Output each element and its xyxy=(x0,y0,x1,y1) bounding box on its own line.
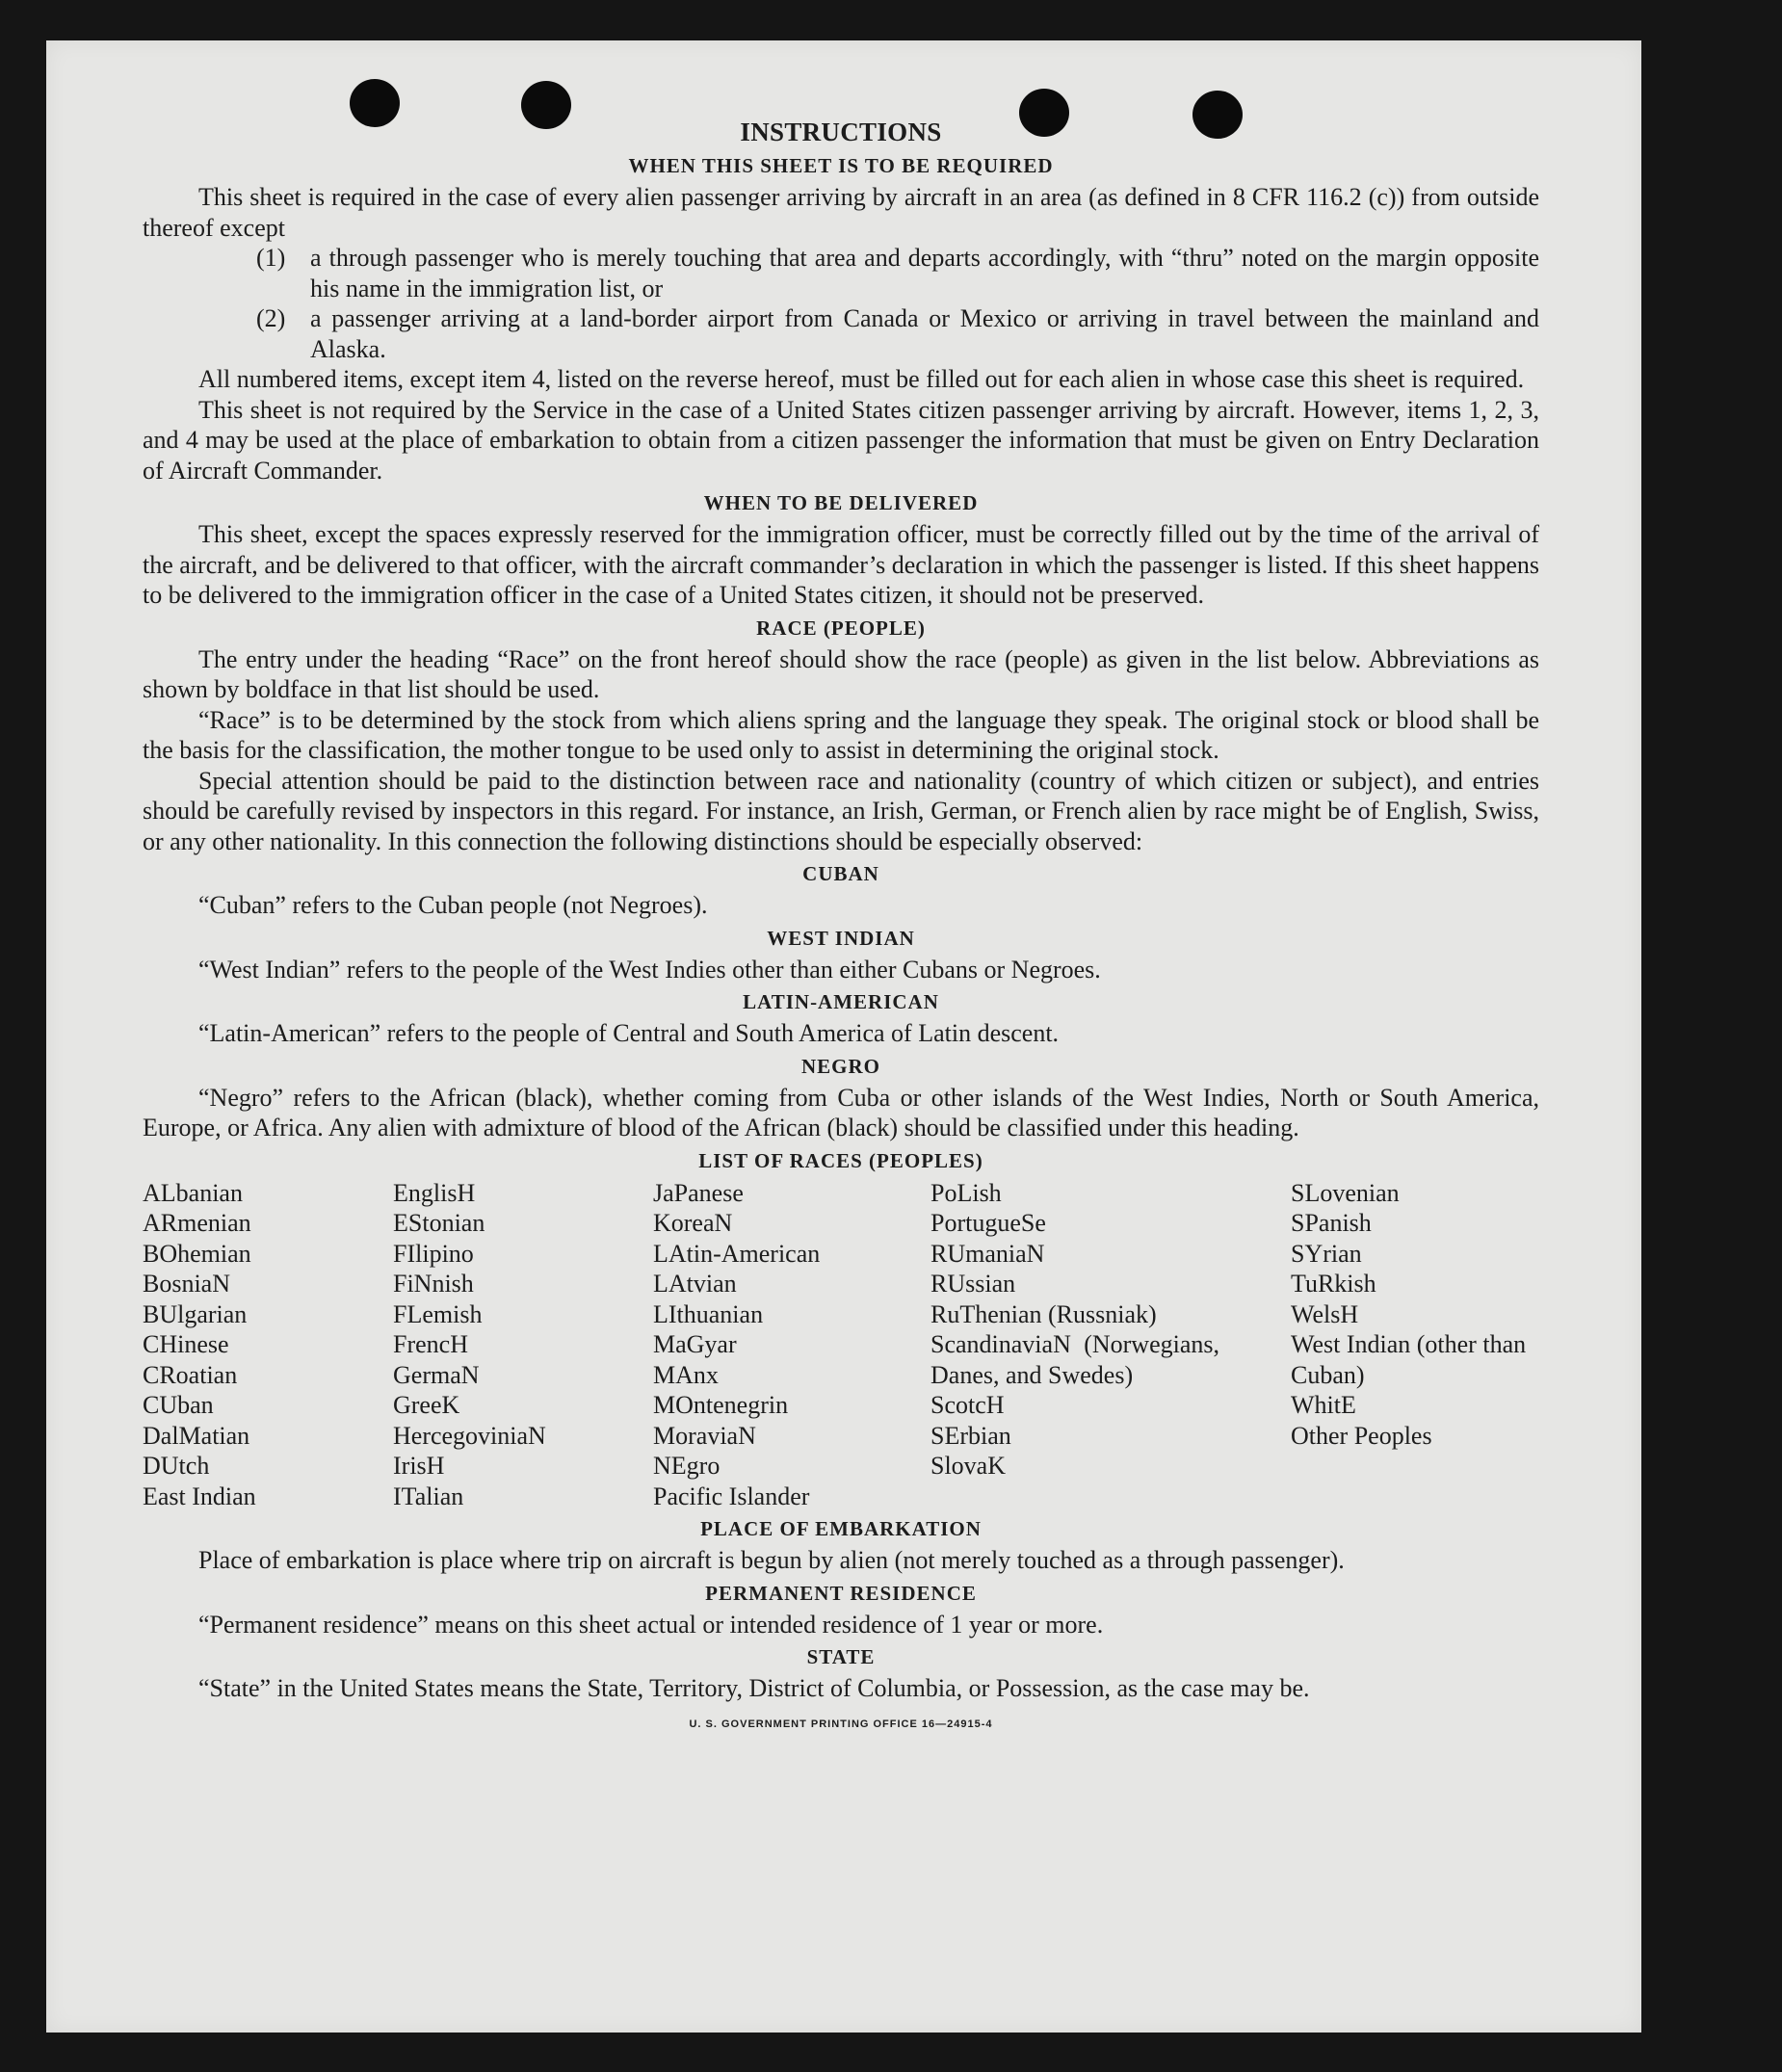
race-entry: GermaN xyxy=(393,1360,480,1389)
race-entry: RUmaniaN xyxy=(930,1239,1045,1268)
item-text: a passenger arriving at a land-border airport from Canada or Mexico or arriving in travel between the mainland and Alaska. xyxy=(310,304,1539,363)
race-entry: RuThenian (Russniak) xyxy=(930,1299,1157,1328)
race-entry: ScandinaviaN (Norwegians, Danes, and Swedes) xyxy=(930,1330,1219,1389)
paragraph-race-entry: The entry under the heading “Race” on the front hereof should show the race (people) as given in the list below. Abbreviations as shown by boldface in that list should be used. xyxy=(143,644,1539,703)
paragraph-race-definition: “Race” is to be determined by the stock from which aliens spring and the language they speak. The original stock or blood shall be the basis for the classification, the mother tongue to be used only to assist in determining the original stock. xyxy=(143,705,1539,764)
race-column xyxy=(930,1178,1291,1512)
list-item xyxy=(256,243,1539,303)
race-entry: Pacific Islander xyxy=(653,1482,810,1510)
race-entry: FLemish xyxy=(393,1299,483,1328)
race-entry: SErbian xyxy=(930,1421,1011,1450)
race-entry: ALbanian xyxy=(143,1178,243,1207)
heading-race: RACE (PEOPLE) xyxy=(756,616,926,640)
heading-cuban: CUBAN xyxy=(802,862,879,885)
race-entry: MaGyar xyxy=(653,1330,737,1358)
race-entry: WhitE xyxy=(1291,1391,1356,1419)
race-entry: ITalian xyxy=(393,1482,464,1510)
race-entry: BosniaN xyxy=(143,1270,230,1298)
paragraph-race-nationality: Special attention should be paid to the distinction between race and nationality (country of which citizen or subject), and entries should be carefully revised by inspectors in this regard. For instance, an Irish, German, or French alien by race might be of English, Swiss, or any other nationality. In this connection the following distinctions should be especially observed: xyxy=(143,766,1539,855)
race-entry: LIthuanian xyxy=(653,1299,764,1328)
heading-latin-american: LATIN-AMERICAN xyxy=(743,990,939,1013)
race-entry: LAtin-American xyxy=(653,1239,821,1268)
race-entry: EnglisH xyxy=(393,1178,476,1207)
race-entry: SYrian xyxy=(1291,1239,1362,1268)
race-entry: SPanish xyxy=(1291,1209,1372,1237)
list-item xyxy=(256,303,1539,364)
heading-permanent-residence: PERMANENT RESIDENCE xyxy=(705,1581,977,1605)
race-entry: CUban xyxy=(143,1391,214,1419)
race-entry: CRoatian xyxy=(143,1360,238,1389)
paragraph-embarkation: Place of embarkation is place where trip on aircraft is begun by alien (not merely touched as a through passenger). xyxy=(198,1546,1345,1574)
race-entry: Other Peoples xyxy=(1291,1421,1432,1450)
race-entry: EStonian xyxy=(393,1209,485,1237)
race-entry: SLovenian xyxy=(1291,1178,1400,1207)
race-entry: PortugueSe xyxy=(930,1209,1046,1237)
race-entry: WelsH xyxy=(1291,1299,1359,1328)
printing-office-footer: U. S. GOVERNMENT PRINTING OFFICE 16—24915-4 xyxy=(689,1718,993,1730)
race-entry: KoreaN xyxy=(653,1209,733,1237)
paragraph-latin-american: “Latin-American” refers to the people of Central and South America of Latin descent. xyxy=(198,1019,1060,1047)
race-entry: FrencH xyxy=(393,1330,468,1358)
paragraph-delivery: This sheet, except the spaces expressly reserved for the immigration officer, must be correctly filled out by the time of the arrival of the aircraft, and be delivered to that officer, with the aircraft commander’s declaration in which the passenger is listed. If this sheet happens to be delivered to the immigration officer in the case of a United States citizen, it should not be preserved. xyxy=(143,520,1539,609)
race-entry: DUtch xyxy=(143,1452,210,1480)
race-entry: BUlgarian xyxy=(143,1299,248,1328)
heading-when-required: WHEN THIS SHEET IS TO BE REQUIRED xyxy=(628,154,1054,177)
race-entry: NEgro xyxy=(653,1452,721,1480)
race-entry: ScotcH xyxy=(930,1391,1005,1419)
paragraph-numbered-items: All numbered items, except item 4, listed on the reverse hereof, must be filled out for each alien in whose case this sheet is required. xyxy=(198,365,1525,393)
race-entry: RUssian xyxy=(930,1270,1016,1298)
race-entry: DalMatian xyxy=(143,1421,250,1450)
paragraph-west-indian: “West Indian” refers to the people of the West Indies other than either Cubans or Negroes. xyxy=(198,955,1101,984)
race-entry: West Indian (other than Cuban) xyxy=(1291,1330,1527,1389)
instructions-content xyxy=(143,112,1539,1740)
paragraph-negro: “Negro” refers to the African (black), whether coming from Cuba or other islands of the West Indies, North or South America, Europe, or Africa. Any alien with admixture of blood of the African (black) should be classified under this heading. xyxy=(143,1083,1539,1141)
paragraph-citizen: This sheet is not required by the Service in the case of a United States citizen passenger arriving by aircraft. However, items 1, 2, 3, and 4 may be used at the place of embarkation to obtain from a citizen passenger the information that must be given on Entry Declaration of Aircraft Commander. xyxy=(143,395,1539,485)
heading-negro: NEGRO xyxy=(800,1054,880,1078)
race-column xyxy=(653,1178,930,1512)
paragraph-state: “State” in the United States means the State, Territory, District of Columbia, or Possession, as the case may be. xyxy=(198,1674,1310,1702)
race-entry: PoLish xyxy=(930,1178,1002,1207)
race-entry: FIlipino xyxy=(393,1239,474,1268)
race-column xyxy=(393,1178,653,1512)
race-entry: GreeK xyxy=(393,1391,460,1419)
race-list xyxy=(143,1178,1539,1512)
race-entry: JaPanese xyxy=(653,1178,744,1207)
item-number: (1) xyxy=(256,244,286,272)
race-entry: IrisH xyxy=(393,1452,445,1480)
document-sheet xyxy=(46,40,1641,2033)
paragraph-cuban: “Cuban” refers to the Cuban people (not Negroes). xyxy=(198,891,708,919)
race-column xyxy=(1291,1178,1539,1512)
race-entry: HercegoviniaN xyxy=(393,1421,546,1450)
heading-place-of-embarkation: PLACE OF EMBARKATION xyxy=(700,1517,982,1540)
item-text: a through passenger who is merely touching that area and departs accordingly, with “thru” noted on the margin opposite his name in the immigration list, or xyxy=(310,244,1539,302)
heading-west-indian: WEST INDIAN xyxy=(767,926,915,950)
race-entry: BOhemian xyxy=(143,1239,251,1268)
race-entry: CHinese xyxy=(143,1330,229,1358)
paragraph-residence: “Permanent residence” means on this sheet actual or intended residence of 1 year or more. xyxy=(198,1610,1104,1639)
heading-list-of-races: LIST OF RACES (PEOPLES) xyxy=(698,1148,983,1172)
race-entry: FiNnish xyxy=(393,1270,474,1298)
race-column xyxy=(143,1178,393,1512)
race-entry: ARmenian xyxy=(143,1209,251,1237)
paragraph-required-intro: This sheet is required in the case of every alien passenger arriving by aircraft in an area (as defined in 8 CFR 116.2 (c)) from outside thereof except xyxy=(143,183,1539,242)
race-entry: LAtvian xyxy=(653,1270,737,1298)
race-entry: East Indian xyxy=(143,1482,256,1510)
race-entry: MoraviaN xyxy=(653,1421,756,1450)
race-entry: TuRkish xyxy=(1291,1270,1376,1298)
race-entry: MAnx xyxy=(653,1360,719,1389)
item-number: (2) xyxy=(256,304,286,332)
heading-state: STATE xyxy=(806,1645,876,1668)
race-entry: SlovaK xyxy=(930,1452,1006,1480)
race-entry: MOntenegrin xyxy=(653,1391,789,1419)
heading-when-delivered: WHEN TO BE DELIVERED xyxy=(703,491,979,514)
page-title: INSTRUCTIONS xyxy=(740,118,942,146)
